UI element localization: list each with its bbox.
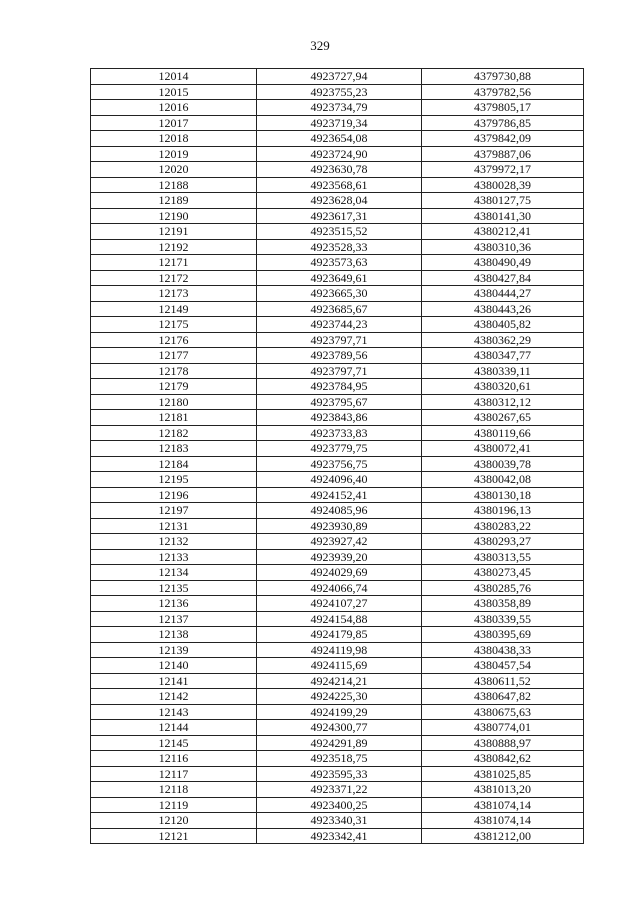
point-number-cell: 12144 <box>91 720 257 736</box>
y-coordinate-cell: 4380457,54 <box>422 658 584 674</box>
y-coordinate-cell: 4379786,85 <box>422 115 584 131</box>
point-number-cell: 12019 <box>91 146 257 162</box>
y-coordinate-cell: 4379972,17 <box>422 162 584 178</box>
table-row <box>91 751 584 767</box>
y-coordinate-cell: 4380395,69 <box>422 627 584 643</box>
point-number-cell: 12142 <box>91 689 257 705</box>
x-coordinate-cell: 4924152,41 <box>257 487 422 503</box>
point-number-cell: 12134 <box>91 565 257 581</box>
x-coordinate-cell: 4923797,71 <box>257 363 422 379</box>
x-coordinate-cell: 4923930,89 <box>257 518 422 534</box>
point-number-cell: 12141 <box>91 673 257 689</box>
point-number-cell: 12176 <box>91 332 257 348</box>
point-number-cell: 12175 <box>91 317 257 333</box>
table-row <box>91 782 584 798</box>
x-coordinate-cell: 4923795,67 <box>257 394 422 410</box>
table-row <box>91 658 584 674</box>
table-row <box>91 410 584 426</box>
x-coordinate-cell: 4923665,30 <box>257 286 422 302</box>
point-number-cell: 12016 <box>91 100 257 116</box>
point-number-cell: 12181 <box>91 410 257 426</box>
y-coordinate-cell: 4380339,11 <box>422 363 584 379</box>
point-number-cell: 12135 <box>91 580 257 596</box>
y-coordinate-cell: 4380310,36 <box>422 239 584 255</box>
y-coordinate-cell: 4379782,56 <box>422 84 584 100</box>
x-coordinate-cell: 4924107,27 <box>257 596 422 612</box>
x-coordinate-cell: 4923628,04 <box>257 193 422 209</box>
table-row <box>91 394 584 410</box>
x-coordinate-cell: 4924291,89 <box>257 735 422 751</box>
table-row <box>91 332 584 348</box>
table-row <box>91 317 584 333</box>
y-coordinate-cell: 4380267,65 <box>422 410 584 426</box>
point-number-cell: 12192 <box>91 239 257 255</box>
point-number-cell: 12017 <box>91 115 257 131</box>
x-coordinate-cell: 4923630,78 <box>257 162 422 178</box>
x-coordinate-cell: 4923400,25 <box>257 797 422 813</box>
table-row <box>91 301 584 317</box>
point-number-cell: 12015 <box>91 84 257 100</box>
table-row <box>91 379 584 395</box>
y-coordinate-cell: 4380320,61 <box>422 379 584 395</box>
y-coordinate-cell: 4380312,12 <box>422 394 584 410</box>
x-coordinate-cell: 4924115,69 <box>257 658 422 674</box>
point-number-cell: 12132 <box>91 534 257 550</box>
y-coordinate-cell: 4379805,17 <box>422 100 584 116</box>
x-coordinate-cell: 4923779,75 <box>257 441 422 457</box>
point-number-cell: 12139 <box>91 642 257 658</box>
y-coordinate-cell: 4380438,33 <box>422 642 584 658</box>
y-coordinate-cell: 4380293,27 <box>422 534 584 550</box>
x-coordinate-cell: 4924199,29 <box>257 704 422 720</box>
x-coordinate-cell: 4923518,75 <box>257 751 422 767</box>
x-coordinate-cell: 4923927,42 <box>257 534 422 550</box>
point-number-cell: 12143 <box>91 704 257 720</box>
y-coordinate-cell: 4380647,82 <box>422 689 584 705</box>
table-row <box>91 549 584 565</box>
x-coordinate-cell: 4923342,41 <box>257 828 422 844</box>
y-coordinate-cell: 4380196,13 <box>422 503 584 519</box>
point-number-cell: 12172 <box>91 270 257 286</box>
page-number: 329 <box>310 38 330 53</box>
point-number-cell: 12171 <box>91 255 257 271</box>
point-number-cell: 12137 <box>91 611 257 627</box>
point-number-cell: 12120 <box>91 813 257 829</box>
point-number-cell: 12138 <box>91 627 257 643</box>
point-number-cell: 12189 <box>91 193 257 209</box>
y-coordinate-cell: 4380362,29 <box>422 332 584 348</box>
point-number-cell: 12117 <box>91 766 257 782</box>
table-row <box>91 627 584 643</box>
x-coordinate-cell: 4923733,83 <box>257 425 422 441</box>
y-coordinate-cell: 4380339,55 <box>422 611 584 627</box>
table-row <box>91 425 584 441</box>
x-coordinate-cell: 4924085,96 <box>257 503 422 519</box>
y-coordinate-cell: 4381025,85 <box>422 766 584 782</box>
y-coordinate-cell: 4380774,01 <box>422 720 584 736</box>
x-coordinate-cell: 4923595,33 <box>257 766 422 782</box>
table-row <box>91 642 584 658</box>
x-coordinate-cell: 4923939,20 <box>257 549 422 565</box>
point-number-cell: 12184 <box>91 456 257 472</box>
point-number-cell: 12191 <box>91 224 257 240</box>
x-coordinate-cell: 4923734,79 <box>257 100 422 116</box>
x-coordinate-cell: 4923843,86 <box>257 410 422 426</box>
x-coordinate-cell: 4924066,74 <box>257 580 422 596</box>
coordinates-table-body <box>91 69 584 844</box>
y-coordinate-cell: 4380675,63 <box>422 704 584 720</box>
y-coordinate-cell: 4380611,52 <box>422 673 584 689</box>
point-number-cell: 12119 <box>91 797 257 813</box>
y-coordinate-cell: 4379842,09 <box>422 131 584 147</box>
point-number-cell: 12020 <box>91 162 257 178</box>
x-coordinate-cell: 4924300,77 <box>257 720 422 736</box>
table-row <box>91 177 584 193</box>
point-number-cell: 12118 <box>91 782 257 798</box>
table-row <box>91 131 584 147</box>
table-row <box>91 84 584 100</box>
x-coordinate-cell: 4923649,61 <box>257 270 422 286</box>
coordinates-table <box>90 68 584 844</box>
point-number-cell: 12180 <box>91 394 257 410</box>
y-coordinate-cell: 4381074,14 <box>422 797 584 813</box>
y-coordinate-cell: 4380039,78 <box>422 456 584 472</box>
y-coordinate-cell: 4380490,49 <box>422 255 584 271</box>
x-coordinate-cell: 4923724,90 <box>257 146 422 162</box>
table-row <box>91 813 584 829</box>
x-coordinate-cell: 4923744,23 <box>257 317 422 333</box>
point-number-cell: 12190 <box>91 208 257 224</box>
y-coordinate-cell: 4380427,84 <box>422 270 584 286</box>
x-coordinate-cell: 4923685,67 <box>257 301 422 317</box>
y-coordinate-cell: 4380444,27 <box>422 286 584 302</box>
y-coordinate-cell: 4380347,77 <box>422 348 584 364</box>
point-number-cell: 12136 <box>91 596 257 612</box>
table-row <box>91 146 584 162</box>
table-row <box>91 69 584 85</box>
x-coordinate-cell: 4923371,22 <box>257 782 422 798</box>
point-number-cell: 12197 <box>91 503 257 519</box>
x-coordinate-cell: 4924154,88 <box>257 611 422 627</box>
point-number-cell: 12018 <box>91 131 257 147</box>
point-number-cell: 12196 <box>91 487 257 503</box>
table-row <box>91 673 584 689</box>
table-row <box>91 208 584 224</box>
x-coordinate-cell: 4923784,95 <box>257 379 422 395</box>
x-coordinate-cell: 4923515,52 <box>257 224 422 240</box>
table-row <box>91 720 584 736</box>
y-coordinate-cell: 4380842,62 <box>422 751 584 767</box>
x-coordinate-cell: 4924225,30 <box>257 689 422 705</box>
y-coordinate-cell: 4380127,75 <box>422 193 584 209</box>
table-row <box>91 596 584 612</box>
x-coordinate-cell: 4923727,94 <box>257 69 422 85</box>
y-coordinate-cell: 4380405,82 <box>422 317 584 333</box>
table-row <box>91 487 584 503</box>
x-coordinate-cell: 4923719,34 <box>257 115 422 131</box>
table-row <box>91 503 584 519</box>
x-coordinate-cell: 4924179,85 <box>257 627 422 643</box>
y-coordinate-cell: 4380119,66 <box>422 425 584 441</box>
x-coordinate-cell: 4923617,31 <box>257 208 422 224</box>
table-row <box>91 735 584 751</box>
table-row <box>91 456 584 472</box>
table-row <box>91 518 584 534</box>
point-number-cell: 12133 <box>91 549 257 565</box>
x-coordinate-cell: 4923568,61 <box>257 177 422 193</box>
y-coordinate-cell: 4381074,14 <box>422 813 584 829</box>
y-coordinate-cell: 4380212,41 <box>422 224 584 240</box>
point-number-cell: 12195 <box>91 472 257 488</box>
y-coordinate-cell: 4380028,39 <box>422 177 584 193</box>
x-coordinate-cell: 4923797,71 <box>257 332 422 348</box>
table-row <box>91 689 584 705</box>
x-coordinate-cell: 4923528,33 <box>257 239 422 255</box>
y-coordinate-cell: 4380313,55 <box>422 549 584 565</box>
y-coordinate-cell: 4380141,30 <box>422 208 584 224</box>
table-row <box>91 100 584 116</box>
table-row <box>91 580 584 596</box>
x-coordinate-cell: 4924096,40 <box>257 472 422 488</box>
point-number-cell: 12183 <box>91 441 257 457</box>
y-coordinate-cell: 4380130,18 <box>422 487 584 503</box>
point-number-cell: 12178 <box>91 363 257 379</box>
y-coordinate-cell: 4379887,06 <box>422 146 584 162</box>
table-row <box>91 348 584 364</box>
y-coordinate-cell: 4380443,26 <box>422 301 584 317</box>
table-row <box>91 611 584 627</box>
table-row <box>91 224 584 240</box>
x-coordinate-cell: 4923340,31 <box>257 813 422 829</box>
point-number-cell: 12177 <box>91 348 257 364</box>
point-number-cell: 12188 <box>91 177 257 193</box>
point-number-cell: 12131 <box>91 518 257 534</box>
x-coordinate-cell: 4923789,56 <box>257 348 422 364</box>
table-row <box>91 363 584 379</box>
x-coordinate-cell: 4924119,98 <box>257 642 422 658</box>
table-row <box>91 797 584 813</box>
table-row <box>91 162 584 178</box>
table-row <box>91 534 584 550</box>
point-number-cell: 12149 <box>91 301 257 317</box>
x-coordinate-cell: 4924214,21 <box>257 673 422 689</box>
table-row <box>91 441 584 457</box>
table-row <box>91 193 584 209</box>
point-number-cell: 12140 <box>91 658 257 674</box>
point-number-cell: 12182 <box>91 425 257 441</box>
table-row <box>91 115 584 131</box>
point-number-cell: 12014 <box>91 69 257 85</box>
y-coordinate-cell: 4379730,88 <box>422 69 584 85</box>
y-coordinate-cell: 4380888,97 <box>422 735 584 751</box>
point-number-cell: 12173 <box>91 286 257 302</box>
y-coordinate-cell: 4380273,45 <box>422 565 584 581</box>
x-coordinate-cell: 4923654,08 <box>257 131 422 147</box>
table-row <box>91 766 584 782</box>
point-number-cell: 12121 <box>91 828 257 844</box>
y-coordinate-cell: 4380072,41 <box>422 441 584 457</box>
x-coordinate-cell: 4923573,63 <box>257 255 422 271</box>
table-row <box>91 239 584 255</box>
y-coordinate-cell: 4381212,00 <box>422 828 584 844</box>
y-coordinate-cell: 4380285,76 <box>422 580 584 596</box>
x-coordinate-cell: 4923755,23 <box>257 84 422 100</box>
table-row <box>91 472 584 488</box>
table-row <box>91 565 584 581</box>
table-row <box>91 704 584 720</box>
point-number-cell: 12116 <box>91 751 257 767</box>
point-number-cell: 12145 <box>91 735 257 751</box>
table-row <box>91 828 584 844</box>
table-row <box>91 255 584 271</box>
x-coordinate-cell: 4923756,75 <box>257 456 422 472</box>
y-coordinate-cell: 4380358,89 <box>422 596 584 612</box>
y-coordinate-cell: 4381013,20 <box>422 782 584 798</box>
point-number-cell: 12179 <box>91 379 257 395</box>
y-coordinate-cell: 4380283,22 <box>422 518 584 534</box>
table-row <box>91 270 584 286</box>
table-row <box>91 286 584 302</box>
x-coordinate-cell: 4924029,69 <box>257 565 422 581</box>
y-coordinate-cell: 4380042,08 <box>422 472 584 488</box>
